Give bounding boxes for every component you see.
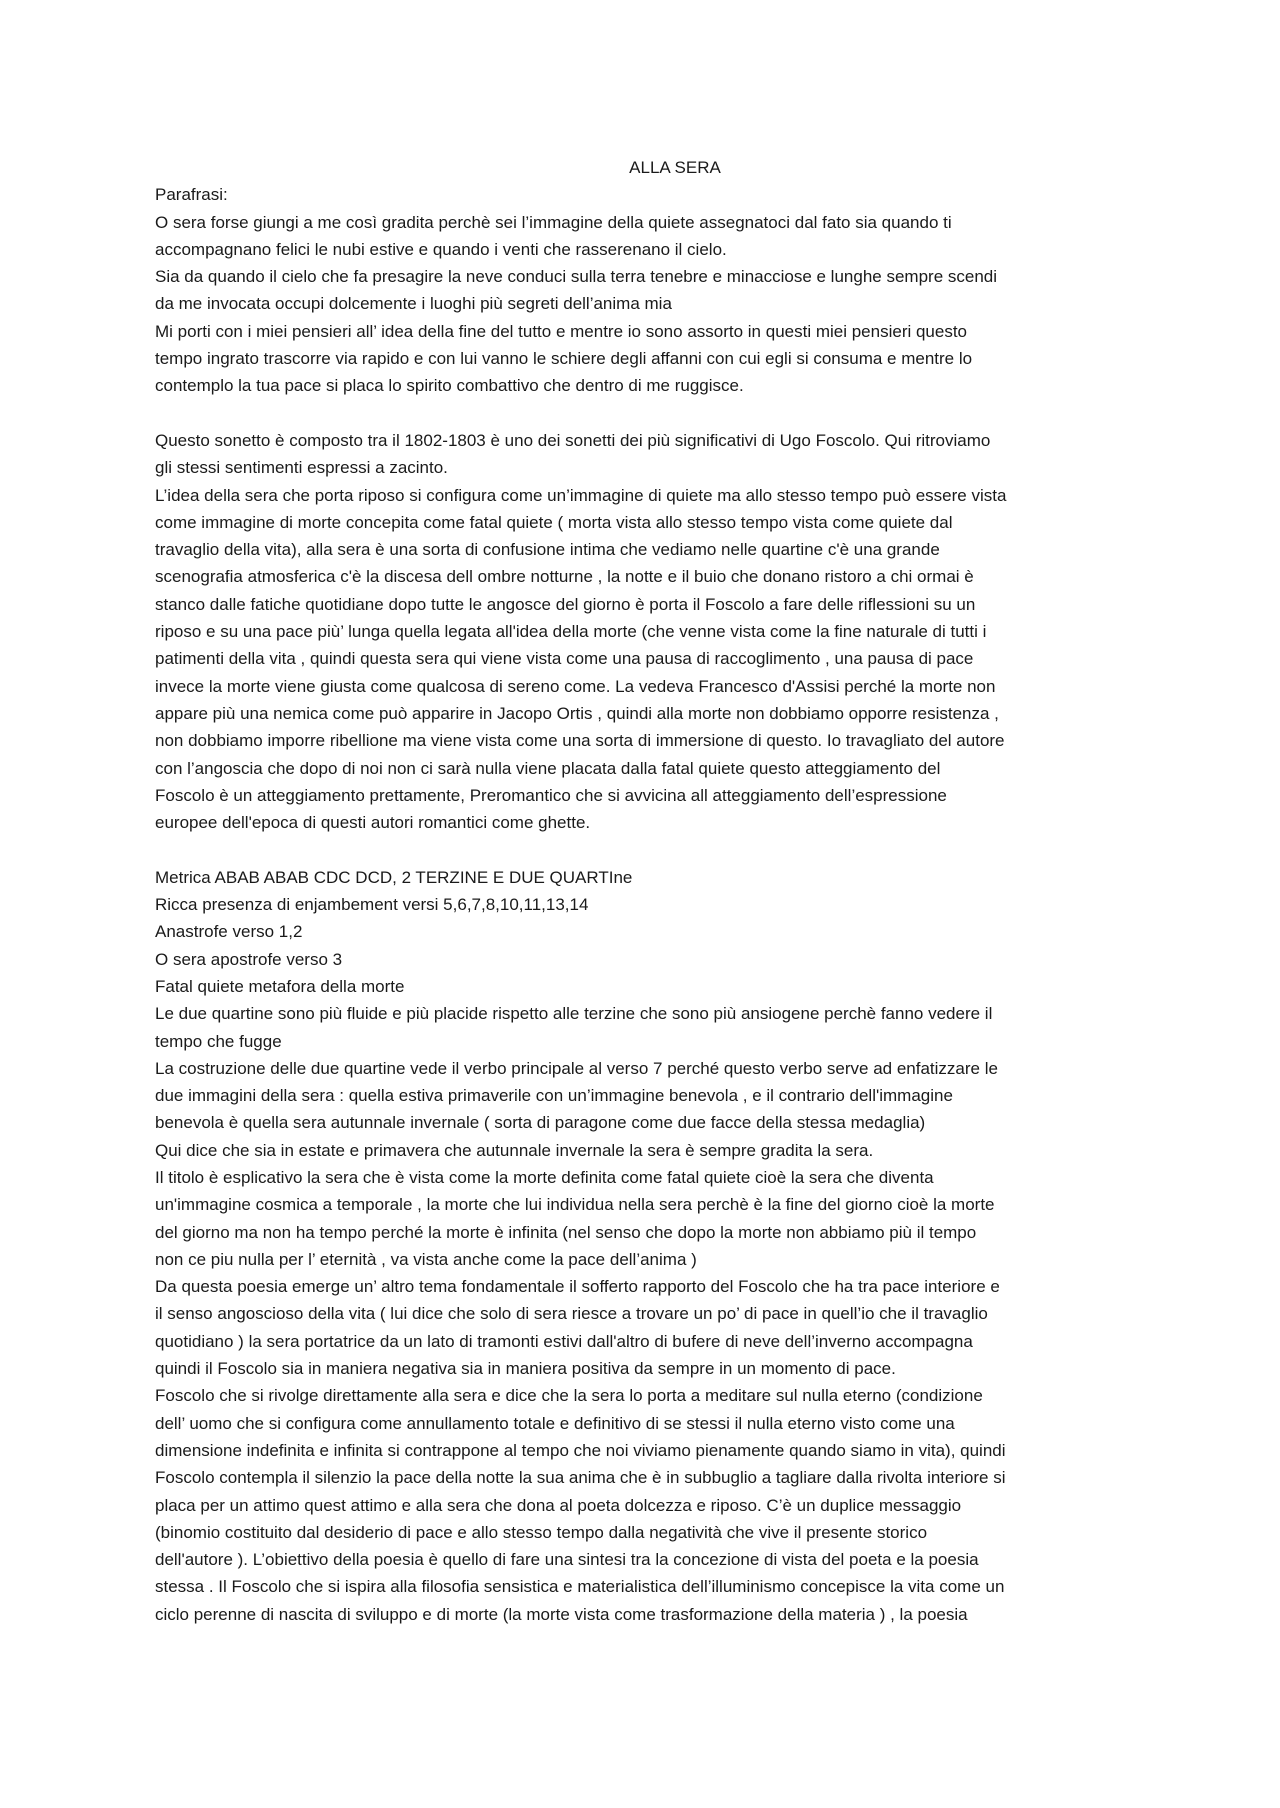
text-line: Fatal quiete metafora della morte bbox=[155, 976, 405, 996]
text-line: gli stessi sentimenti espressi a zacinto. bbox=[155, 458, 448, 478]
text-line: quindi il Foscolo sia in maniera negativa sia in maniera positiva da sempre in un momento di pace. bbox=[155, 1359, 896, 1379]
text-line: Foscolo che si rivolge direttamente alla sera e dice che la sera lo porta a meditare sul nulla eterno (condizione bbox=[155, 1386, 983, 1406]
text-line: Ricca presenza di enjambement versi 5,6,7,8,10,11,13,14 bbox=[155, 895, 589, 915]
text-line: Il titolo è esplicativo la sera che è vista come la morte definita come fatal quiete cioè la sera che diventa bbox=[155, 1167, 934, 1187]
analysis-section bbox=[155, 864, 1135, 1628]
text-line: (binomio costituito dal desiderio di pace e allo stesso tempo dalla negatività che vive il presente storico bbox=[155, 1522, 928, 1542]
text-line: Sia da quando il cielo che fa presagire la neve conduci sulla terra tenebre e minacciose e lunghe sempre scendi bbox=[155, 267, 998, 287]
text-line: Anastrofe verso 1,2 bbox=[155, 922, 303, 942]
commentary-section bbox=[155, 427, 1135, 836]
text-line: due immagini della sera : quella estiva primaverile con un’immagine benevola , e il contrario dell'immagine bbox=[155, 1086, 953, 1106]
paraphrase-section bbox=[155, 181, 1135, 399]
text-line: dell’ uomo che si configura come annullamento totale e definitivo di se stessi il nulla eterno visto come una bbox=[155, 1413, 955, 1433]
text-line: tempo che fugge bbox=[155, 1031, 282, 1051]
text-line: con l’angoscia che dopo di noi non ci sarà nulla viene placata dalla fatal quiete questo atteggiamento del bbox=[155, 758, 941, 778]
text-line: invece la morte viene giusta come qualcosa di sereno come. La vedeva Francesco d'Assisi perché la morte non bbox=[155, 676, 996, 696]
text-line: Metrica ABAB ABAB CDC DCD, 2 TERZINE E DUE QUARTIne bbox=[155, 867, 633, 887]
text-line: Le due quartine sono più fluide e più placide rispetto alle terzine che sono più ansiogene perchè fanno vedere il bbox=[155, 1004, 993, 1024]
text-line: ciclo perenne di nascita di sviluppo e di morte (la morte vista come trasformazione della materia ) , la poesia bbox=[155, 1604, 968, 1624]
text-line: L’idea della sera che porta riposo si configura come un’immagine di quiete ma allo stesso tempo può essere vista bbox=[155, 485, 1007, 505]
text-line: non ce piu nulla per l’ eternità , va vista anche come la pace dell’anima ) bbox=[155, 1249, 697, 1269]
text-line: il senso angoscioso della vita ( lui dice che solo di sera riesce a trovare un po’ di pace in quell’io che il travaglio bbox=[155, 1304, 988, 1324]
text-line: tempo ingrato trascorre via rapido e con lui vanno le schiere degli affanni con cui egli si consuma e mentre lo bbox=[155, 349, 973, 369]
text-line: da me invocata occupi dolcemente i luoghi più segreti dell’anima mia bbox=[155, 294, 672, 314]
paragraph-gap bbox=[155, 400, 1135, 427]
text-line: O sera apostrofe verso 3 bbox=[155, 949, 343, 969]
text-line: Foscolo contempla il silenzio la pace della notte la sua anima che è in subbuglio a tagliare dalla rivolta interiore si bbox=[155, 1468, 1006, 1488]
text-line: patimenti della vita , quindi questa sera qui viene vista come una pausa di raccoglimento , una pausa di pace bbox=[155, 649, 974, 669]
text-line: appare più una nemica come può apparire in Jacopo Ortis , quindi alla morte non dobbiamo opporre resistenza , bbox=[155, 703, 999, 723]
text-line: stanco dalle fatiche quotidiane dopo tutte le angosce del giorno è porta il Foscolo a fare delle riflessioni su un bbox=[155, 594, 976, 614]
text-line: del giorno ma non ha tempo perché la morte è infinita (nel senso che dopo la morte non abbiamo più il tempo bbox=[155, 1222, 977, 1242]
text-line: benevola è quella sera autunnale invernale ( sorta di paragone come due facce della stessa medaglia) bbox=[155, 1113, 926, 1133]
text-line: Parafrasi: bbox=[155, 185, 228, 205]
text-line: europee dell'epoca di questi autori romantici come ghette. bbox=[155, 813, 591, 833]
text-line: come immagine di morte concepita come fatal quiete ( morta vista allo stesso tempo vista come quiete dal bbox=[155, 512, 953, 532]
text-line: riposo e su una pace più’ lunga quella legata all'idea della morte (che venne vista come la fine naturale di tutti i bbox=[155, 622, 987, 642]
text-line: Foscolo è un atteggiamento prettamente, Preromantico che si avvicina all atteggiamento dell’espressione bbox=[155, 785, 947, 805]
text-line: Mi porti con i miei pensieri all’ idea della fine del tutto e mentre io sono assorto in questi miei pensieri questo bbox=[155, 321, 968, 341]
text-line: La costruzione delle due quartine vede il verbo principale al verso 7 perché questo verbo serve ad enfatizzare le bbox=[155, 1058, 998, 1078]
text-line: placa per un attimo quest attimo e alla sera che dona al poeta dolcezza e riposo. C’è un duplice messaggio bbox=[155, 1495, 962, 1515]
text-line: Da questa poesia emerge un’ altro tema fondamentale il sofferto rapporto del Foscolo che ha tra pace interiore e bbox=[155, 1277, 1000, 1297]
text-line: Questo sonetto è composto tra il 1802-1803 è uno dei sonetti dei più significativi di Ugo Foscolo. Qui ritroviamo bbox=[155, 430, 991, 450]
text-line: non dobbiamo imporre ribellione ma viene vista come una sorta di immersione di questo. Io travagliato del autore bbox=[155, 731, 1005, 751]
text-line: dimensione indefinita e infinita si contrappone al tempo che noi viviamo pienamente quando siamo in vita), quindi bbox=[155, 1440, 1006, 1460]
text-line: Qui dice che sia in estate e primavera che autunnale invernale la sera è sempre gradita la sera. bbox=[155, 1140, 874, 1160]
text-line: O sera forse giungi a me così gradita perchè sei l’immagine della quiete assegnatoci dal fato sia quando ti bbox=[155, 212, 952, 232]
text-line: travaglio della vita), alla sera è una sorta di confusione intima che vediamo nelle quartine c'è una grande bbox=[155, 540, 940, 560]
text-line: scenografia atmosferica c'è la discesa dell ombre notturne , la notte e il buio che donano ristoro a chi ormai è bbox=[155, 567, 974, 587]
text-line: un'immagine cosmica a temporale , la morte che lui individua nella sera perchè è la fine del giorno cioè la morte bbox=[155, 1195, 995, 1215]
document-page bbox=[155, 154, 1135, 1628]
text-line: stessa . Il Foscolo che si ispira alla filosofia sensistica e materialistica dell’illuminismo concepisce la vita come un bbox=[155, 1577, 1005, 1597]
text-line: contemplo la tua pace si placa lo spirito combattivo che dentro di me ruggisce. bbox=[155, 376, 744, 396]
document-title: ALLA SERA bbox=[629, 158, 721, 177]
text-line: accompagnano felici le nubi estive e quando i venti che rasserenano il cielo. bbox=[155, 239, 727, 259]
paragraph-gap bbox=[155, 836, 1135, 863]
text-line: quotidiano ) la sera portatrice da un lato di tramonti estivi dall'altro di bufere di neve dell’inverno accompagna bbox=[155, 1331, 973, 1351]
text-line: dell'autore ). L’obiettivo della poesia è quello di fare una sintesi tra la concezione di vista del poeta e la poesia bbox=[155, 1550, 979, 1570]
